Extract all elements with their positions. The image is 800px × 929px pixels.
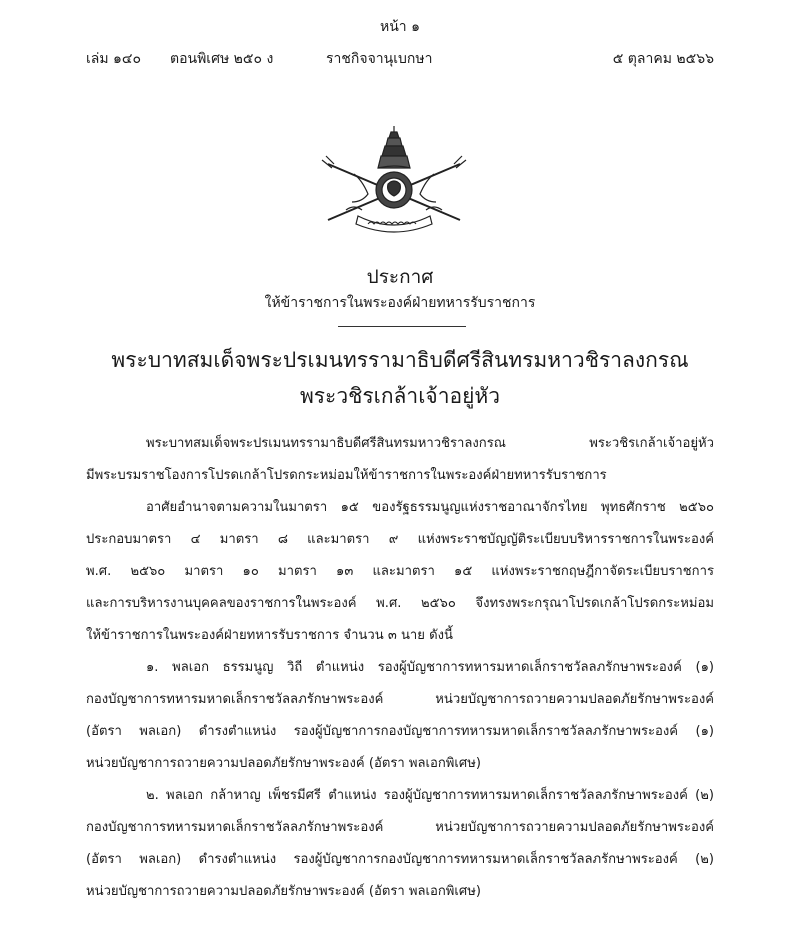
body-line: และการบริหารงานบุคคลของราชการในพระองค์ พ.ศ. ๒๕๖๐ จึงทรงพระกรุณาโปรดเกล้าโปรดกระหม่อม xyxy=(86,596,714,611)
king-name-line-1: พระบาทสมเด็จพระปรเมนทรรามาธิบดีศรีสินทรมหาวชิราลงกรณ xyxy=(111,348,689,372)
king-name-line-2: พระวชิรเกล้าเจ้าอยู่หัว xyxy=(299,384,501,408)
royal-cipher-emblem-icon xyxy=(318,124,470,236)
publication-date: ๕ ตุลาคม ๒๕๖๖ xyxy=(612,51,714,67)
gazette-header xyxy=(86,48,714,68)
announcement-subtitle: ให้ข้าราชการในพระองค์ฝ่ายทหารรับราชการ xyxy=(264,295,536,311)
page-number: หน้า ๑ xyxy=(380,19,420,35)
issue-number: ตอนพิเศษ ๒๕๐ ง xyxy=(170,51,274,67)
body-line: (อัตรา พลเอก) ดำรงตำแหน่ง รองผู้บัญชาการกองบัญชาการทหารมหาดเล็กราชวัลลภรักษาพระองค์ (๑) xyxy=(86,724,714,739)
gazette-name: ราชกิจจานุเบกษา xyxy=(326,51,433,67)
title-divider xyxy=(338,326,466,327)
body-line: ประกอบมาตรา ๔ มาตรา ๘ และมาตรา ๙ แห่งพระราชบัญญัติระเบียบบริหารราชการในพระองค์ xyxy=(86,532,714,547)
body-line: พระบาทสมเด็จพระปรเมนทรรามาธิบดีศรีสินทรมหาวชิราลงกรณ พระวชิรเกล้าเจ้าอยู่หัว xyxy=(146,436,714,451)
body-line: มีพระบรมราชโองการโปรดเกล้าโปรดกระหม่อมให้ข้าราชการในพระองค์ฝ่ายทหารรับราชการ xyxy=(86,468,607,483)
body-line: กองบัญชาการทหารมหาดเล็กราชวัลลภรักษาพระองค์ หน่วยบัญชาการถวายความปลอดภัยรักษาพระองค์ xyxy=(86,692,714,707)
body-line: กองบัญชาการทหารมหาดเล็กราชวัลลภรักษาพระองค์ หน่วยบัญชาการถวายความปลอดภัยรักษาพระองค์ xyxy=(86,820,714,835)
announcement-title: ประกาศ xyxy=(366,266,434,288)
body-line: อาศัยอำนาจตามความในมาตรา ๑๕ ของรัฐธรรมนูญแห่งราชอาณาจักรไทย พุทธศักราช ๒๕๖๐ xyxy=(146,500,714,515)
volume-number: เล่ม ๑๔๐ xyxy=(86,51,142,67)
body-line: หน่วยบัญชาการถวายความปลอดภัยรักษาพระองค์ (อัตรา พลเอกพิเศษ) xyxy=(86,756,481,771)
list-item-2-line: ๒. พลเอก กล้าหาญ เพ็ชรมีศรี ตำแหน่ง รองผู้บัญชาการทหารมหาดเล็กราชวัลลภรักษาพระองค์ (๒) xyxy=(146,788,714,803)
body-line: (อัตรา พลเอก) ดำรงตำแหน่ง รองผู้บัญชาการกองบัญชาการทหารมหาดเล็กราชวัลลภรักษาพระองค์ (๒) xyxy=(86,852,714,867)
list-item-1-line: ๑. พลเอก ธรรมนูญ วิถี ตำแหน่ง รองผู้บัญชาการทหารมหาดเล็กราชวัลลภรักษาพระองค์ (๑) xyxy=(146,660,714,675)
body-line: พ.ศ. ๒๕๖๐ มาตรา ๑๐ มาตรา ๑๓ และมาตรา ๑๕ แห่งพระราชกฤษฎีกาจัดระเบียบราชการ xyxy=(86,564,714,579)
body-line: ให้ข้าราชการในพระองค์ฝ่ายทหารรับราชการ จำนวน ๓ นาย ดังนี้ xyxy=(86,628,453,643)
body-line: หน่วยบัญชาการถวายความปลอดภัยรักษาพระองค์ (อัตรา พลเอกพิเศษ) xyxy=(86,884,481,899)
